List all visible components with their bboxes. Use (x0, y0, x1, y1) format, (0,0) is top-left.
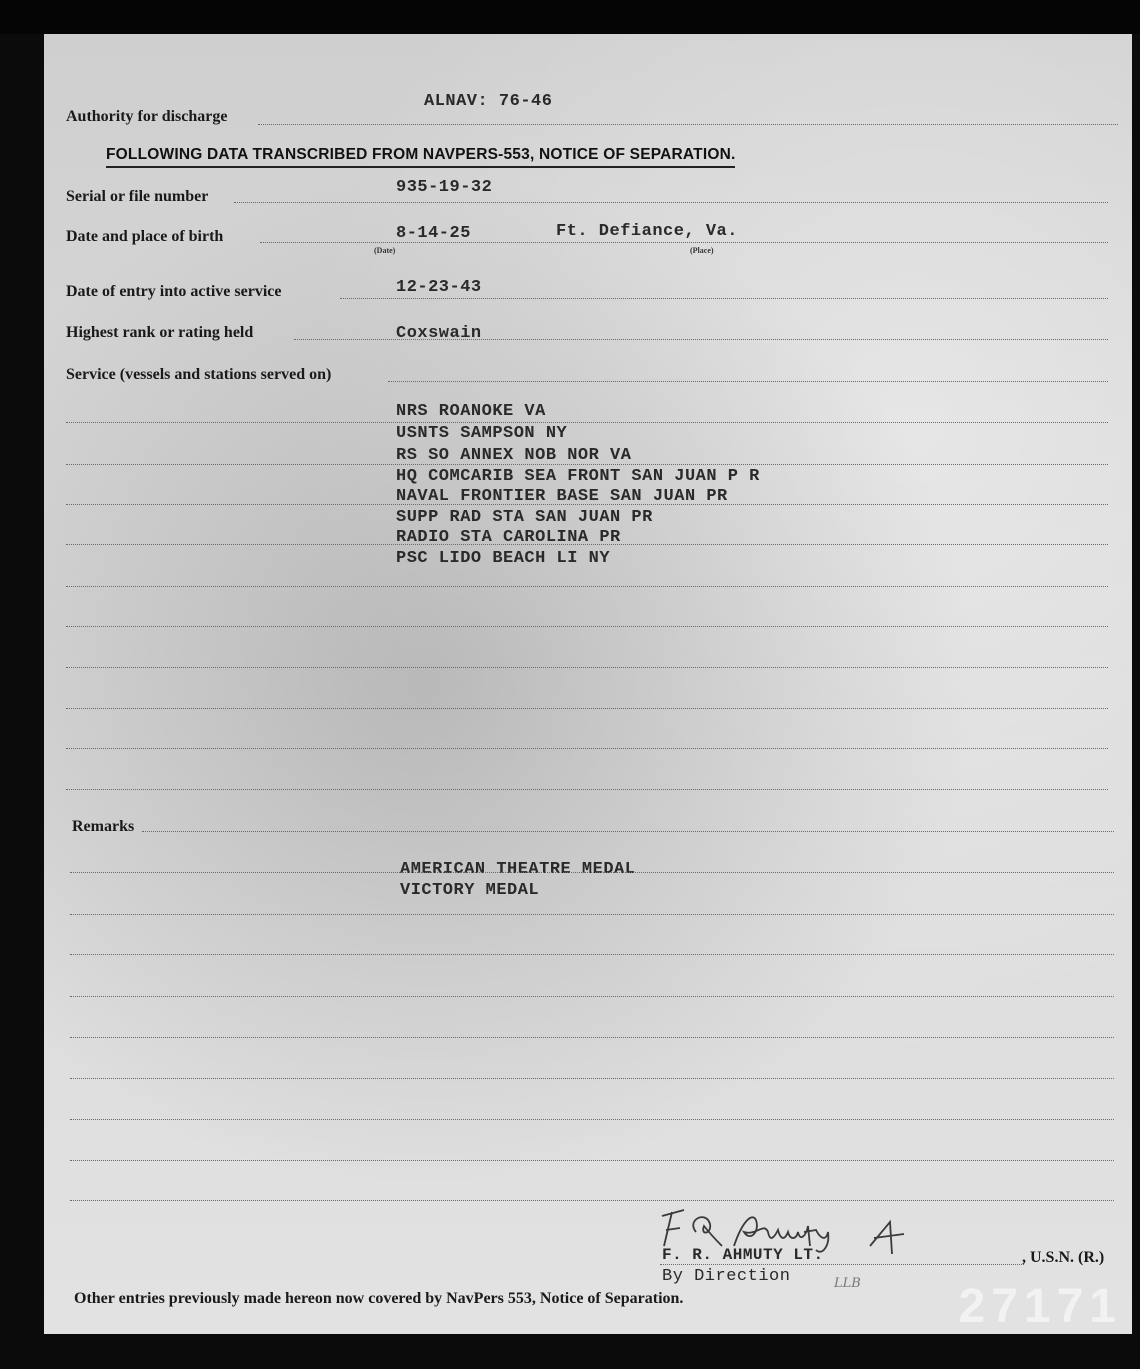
initials: LLB (834, 1276, 861, 1291)
service-entry: USNTS SAMPSON NY (396, 424, 568, 443)
birth-line (260, 242, 1108, 243)
ruled-line (66, 544, 1108, 545)
ruled-line (70, 1200, 1114, 1201)
remarks-line (142, 831, 1114, 832)
ruled-line (66, 667, 1108, 668)
service-line (388, 381, 1108, 382)
service-label: Service (vessels and stations served on) (66, 366, 332, 383)
service-entry: SUPP RAD STA SAN JUAN PR (396, 508, 653, 527)
corner-number: 27171 (958, 1280, 1122, 1333)
ruled-line (70, 1119, 1114, 1120)
serial-value: 935-19-32 (396, 178, 493, 197)
entry-line (340, 298, 1108, 299)
ruled-line (66, 586, 1108, 587)
ruled-line (66, 626, 1108, 627)
entry-value: 12-23-43 (396, 278, 482, 297)
birth-date-caption: (Date) (374, 246, 396, 255)
ruled-line (70, 872, 1114, 873)
by-direction: By Direction (662, 1267, 791, 1286)
ruled-line (70, 1160, 1114, 1161)
service-entry: RS SO ANNEX NOB NOR VA (396, 446, 632, 465)
serial-label: Serial or file number (66, 188, 209, 205)
authority-label: Authority for discharge (66, 108, 228, 125)
ruled-line (66, 504, 1108, 505)
authority-line (258, 124, 1118, 125)
typed-name: F. R. AHMUTY LT. (662, 1246, 824, 1264)
ruled-line (70, 996, 1114, 997)
ruled-line (70, 914, 1114, 915)
ruled-line (66, 464, 1108, 465)
authority-value: ALNAV: 76-46 (424, 92, 553, 111)
remarks-label: Remarks (72, 818, 135, 835)
signature-line (660, 1264, 1024, 1265)
ruled-line (70, 954, 1114, 955)
ruled-line (66, 422, 1108, 423)
ruled-line (66, 789, 1108, 790)
remarks-entry: VICTORY MEDAL (400, 881, 540, 900)
ruled-line (70, 1037, 1114, 1038)
ruled-line (66, 708, 1108, 709)
entry-label: Date of entry into active service (66, 283, 282, 300)
remarks-entry: AMERICAN THEATRE MEDAL (400, 860, 636, 879)
ruled-line (70, 1078, 1114, 1079)
service-entry: NAVAL FRONTIER BASE SAN JUAN PR (396, 487, 728, 506)
discharge-document (44, 34, 1132, 1334)
service-entry: NRS ROANOKE VA (396, 402, 546, 421)
birth-place-caption: (Place) (690, 246, 714, 255)
serial-line (234, 202, 1108, 203)
rank-label: Highest rank or rating held (66, 324, 254, 341)
transcription-heading: FOLLOWING DATA TRANSCRIBED FROM NAVPERS-553, NOTICE OF SEPARATION. (106, 146, 735, 168)
service-entry: HQ COMCARIB SEA FRONT SAN JUAN P R (396, 467, 760, 486)
birth-date: 8-14-25 (396, 224, 471, 243)
film-border-top (0, 0, 1140, 34)
service-entry: RADIO STA CAROLINA PR (396, 528, 621, 547)
rank-value: Coxswain (396, 324, 482, 343)
footer-note: Other entries previously made hereon now covered by NavPers 553, Notice of Separation. (74, 1290, 684, 1307)
birth-place: Ft. Defiance, Va. (556, 222, 738, 241)
ruled-line (66, 748, 1108, 749)
birth-label: Date and place of birth (66, 228, 224, 245)
service-entry: PSC LIDO BEACH LI NY (396, 549, 611, 568)
usn-suffix: , U.S.N. (R.) (1022, 1249, 1105, 1266)
